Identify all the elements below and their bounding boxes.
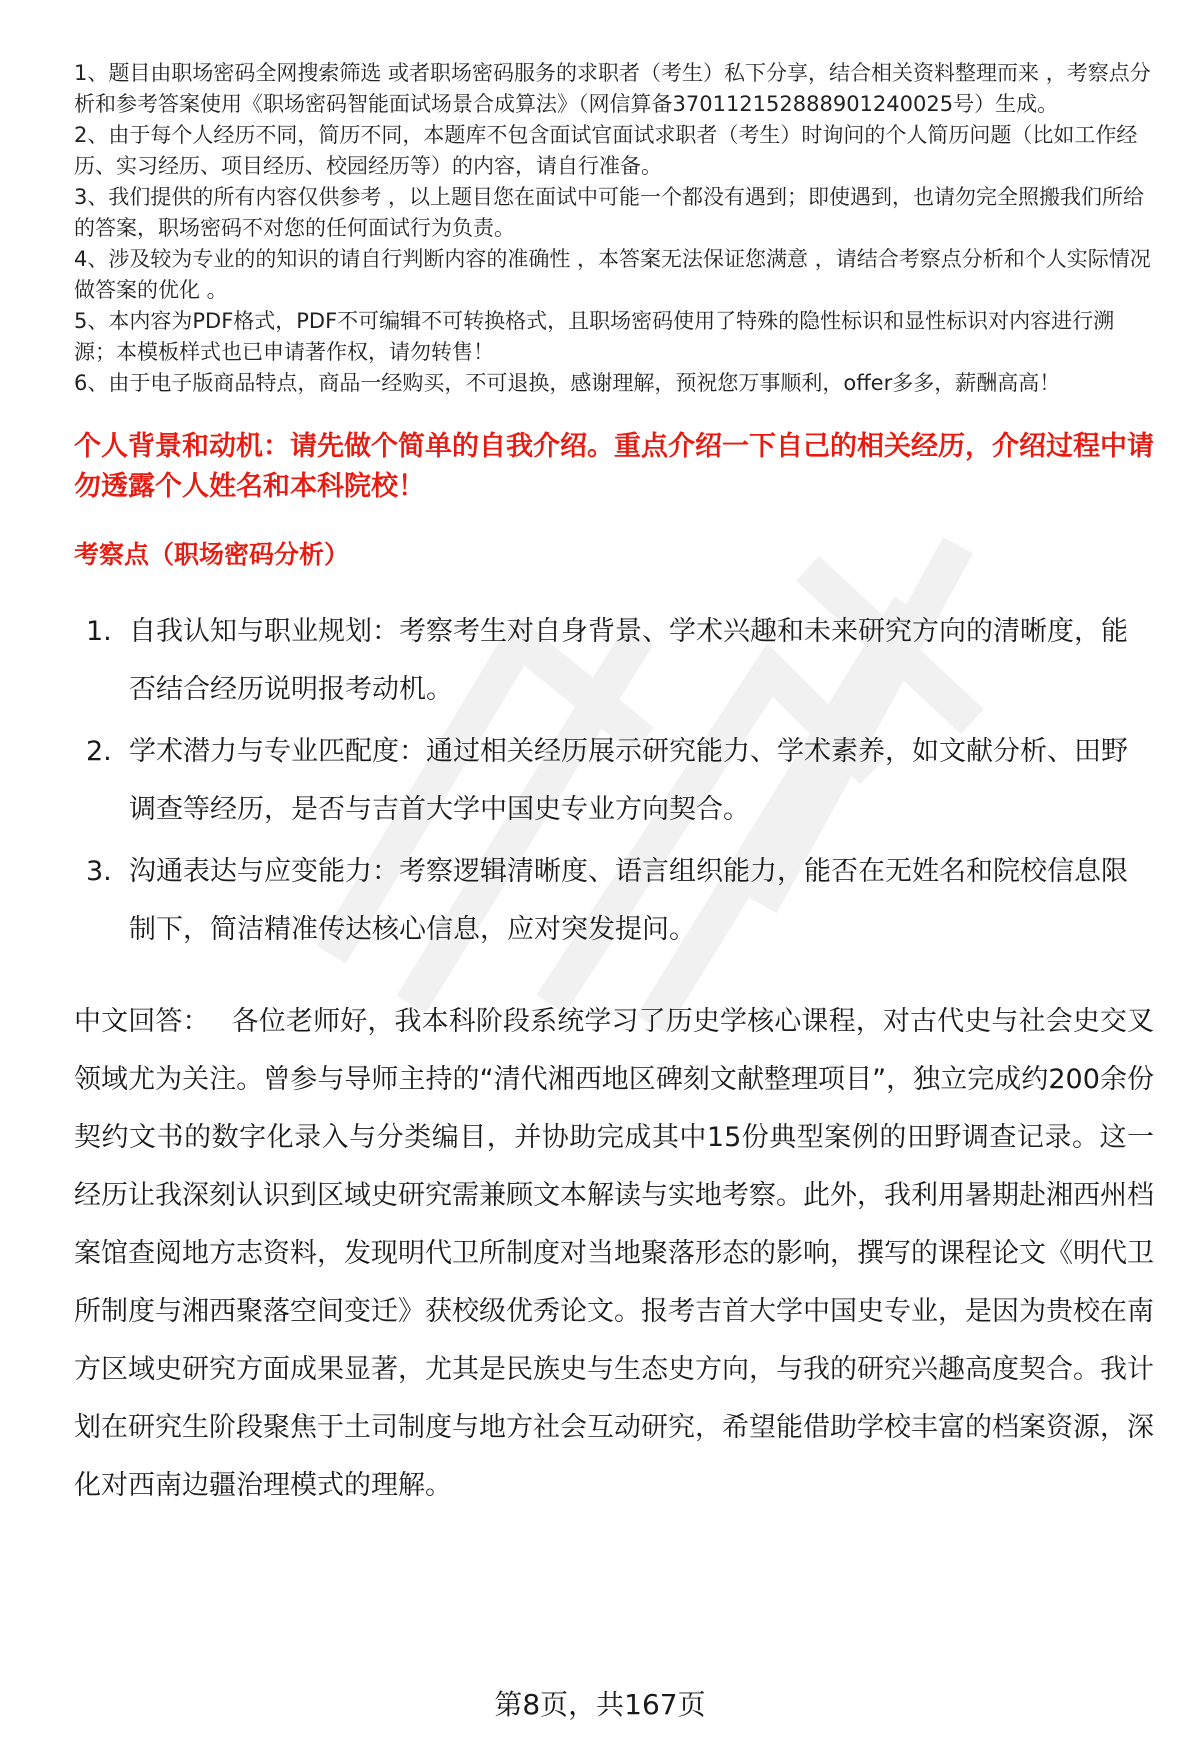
analysis-point <box>74 603 1154 719</box>
document-page <box>74 58 1154 1515</box>
disclaimer-item: 2、由于每个人经历不同，简历不同，本题库不包含面试官面试求职者（考生）时询问的个人简历问题（比如工作经历、实习经历、项目经历、校园经历等）的内容，请自行准备。 <box>74 123 1138 178</box>
point-number: 1. <box>86 616 112 647</box>
disclaimer-item: 3、我们提供的所有内容仅供参考 ，以上题目您在面试中可能一个都没有遇到；即使遇到，也请勿完全照搬我们所给的答案，职场密码不对您的任何面试行为负责。 <box>74 185 1145 240</box>
answer-paragraph <box>74 993 1154 1515</box>
point-number: 3. <box>86 856 112 887</box>
disclaimer-item: 5、本内容为PDF格式，PDF不可编辑不可转换格式，且职场密码使用了特殊的隐性标识和显性标识对内容进行溯源；本模板样式也已申请著作权，请勿转售！ <box>74 309 1115 364</box>
disclaimer-list <box>74 58 1154 399</box>
disclaimer-item: 6、由于电子版商品特点，商品一经购买，不可退换，感谢理解，预祝您万事顺利，offer多多，薪酬高高！ <box>74 371 1061 395</box>
point-text: 学术潜力与专业匹配度：通过相关经历展示研究能力、学术素养，如文献分析、田野调查等经历，是否与吉首大学中国史专业方向契合。 <box>129 736 1128 825</box>
answer-label: 中文回答： <box>74 1006 210 1037</box>
disclaimer-item: 1、题目由职场密码全网搜索筛选 或者职场密码服务的求职者（考生）私下分享，结合相关资料整理而来 ，考察点分析和参考答案使用《职场密码智能面试场景合成算法》（网信算备370112152888901240025号）生成。 <box>74 61 1151 116</box>
analysis-point <box>74 723 1154 839</box>
page-footer: 第8页，共167页 <box>494 1688 706 1721</box>
disclaimer-item: 4、涉及较为专业的的知识的请自行判断内容的准确性 ，本答案无法保证您满意 ，请结合考察点分析和个人实际情况做答案的优化 。 <box>74 247 1151 302</box>
analysis-points <box>74 603 1154 959</box>
analysis-heading: 考察点（职场密码分析） <box>74 540 350 569</box>
point-text: 自我认知与职业规划：考察考生对自身背景、学术兴趣和未来研究方向的清晰度，能否结合经历说明报考动机。 <box>129 616 1128 705</box>
analysis-point <box>74 843 1154 959</box>
point-text: 沟通表达与应变能力：考察逻辑清晰度、语言组织能力，能否在无姓名和院校信息限制下，简洁精准传达核心信息，应对突发提问。 <box>129 856 1128 945</box>
answer-text: 各位老师好，我本科阶段系统学习了历史学核心课程，对古代史与社会史交叉领域尤为关注。曾参与导师主持的“清代湘西地区碑刻文献整理项目”，独立完成约200余份契约文书的数字化录入与分类编目，并协助完成其中15份典型案例的田野调查记录。这一经历让我深刻认识到区域史研究需兼顾文本解读与实地考察。此外，我利用暑期赴湘西州档案馆查阅地方志资料，发现明代卫所制度对当地聚落形态的影响，撰写的课程论文《明代卫所制度与湘西聚落空间变迁》获校级优秀论文。报考吉首大学中国史专业，是因为贵校在南方区域史研究方面成果显著，尤其是民族史与生态史方向，与我的研究兴趣高度契合。我计划在研究生阶段聚焦于土司制度与地方社会互动研究，希望能借助学校丰富的档案资源，深化对西南边疆治理模式的理解。 <box>74 1006 1155 1501</box>
point-number: 2. <box>86 736 112 767</box>
interview-question: 个人背景和动机：请先做个简单的自我介绍。重点介绍一下自己的相关经历，介绍过程中请勿透露个人姓名和本科院校！ <box>74 431 1154 502</box>
